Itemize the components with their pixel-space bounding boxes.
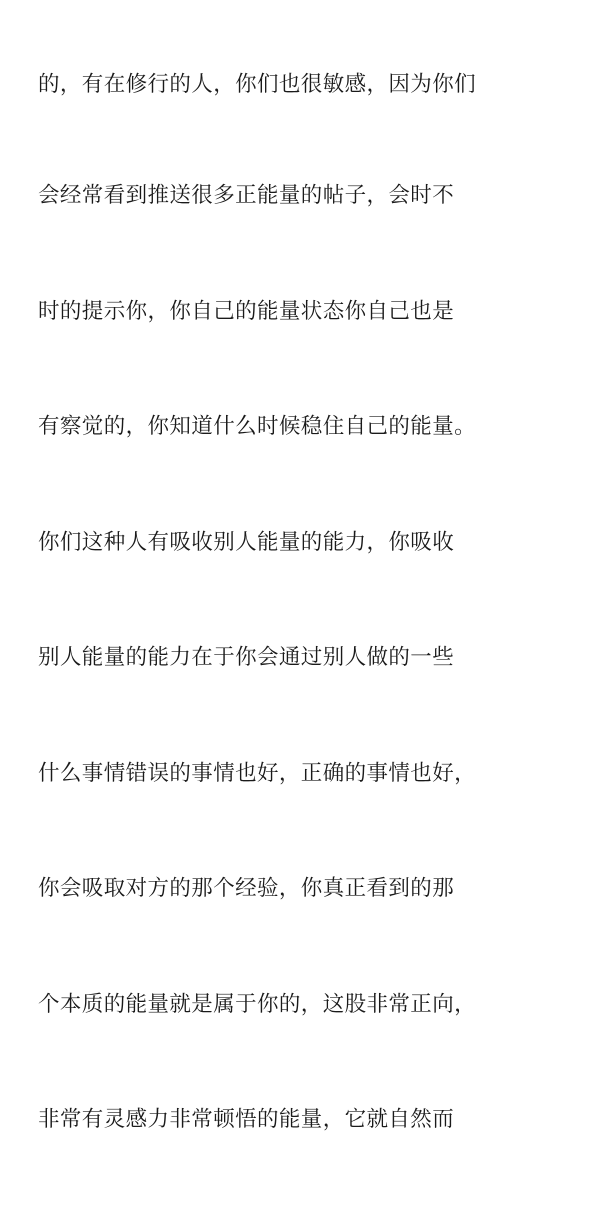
text-line: 的，有在修行的人，你们也很敏感，因为你们 [38, 72, 477, 96]
text-line: 别人能量的能力在于你会通过别人做的一些 [38, 645, 455, 669]
text-line: 非常有灵感力非常顿悟的能量，它就自然而 [38, 1107, 455, 1131]
text-line: 会经常看到推送很多正能量的帖子，会时不 [38, 183, 455, 207]
text-line: 时的提示你，你自己的能量状态你自己也是 [38, 298, 455, 323]
body-text [38, 0, 562, 1216]
text-line: 有察觉的，你知道什么时候稳住自己的能量。 [38, 414, 477, 438]
text-line: 你会吸取对方的那个经验，你真正看到的那 [38, 876, 455, 900]
text-line: 什么事情错误的事情也好，正确的事情也好， [38, 760, 477, 785]
text-line: 你们这种人有吸收别人能量的能力，你吸收 [38, 529, 455, 554]
text-line: 个本质的能量就是属于你的，这股非常正向， [38, 991, 477, 1016]
